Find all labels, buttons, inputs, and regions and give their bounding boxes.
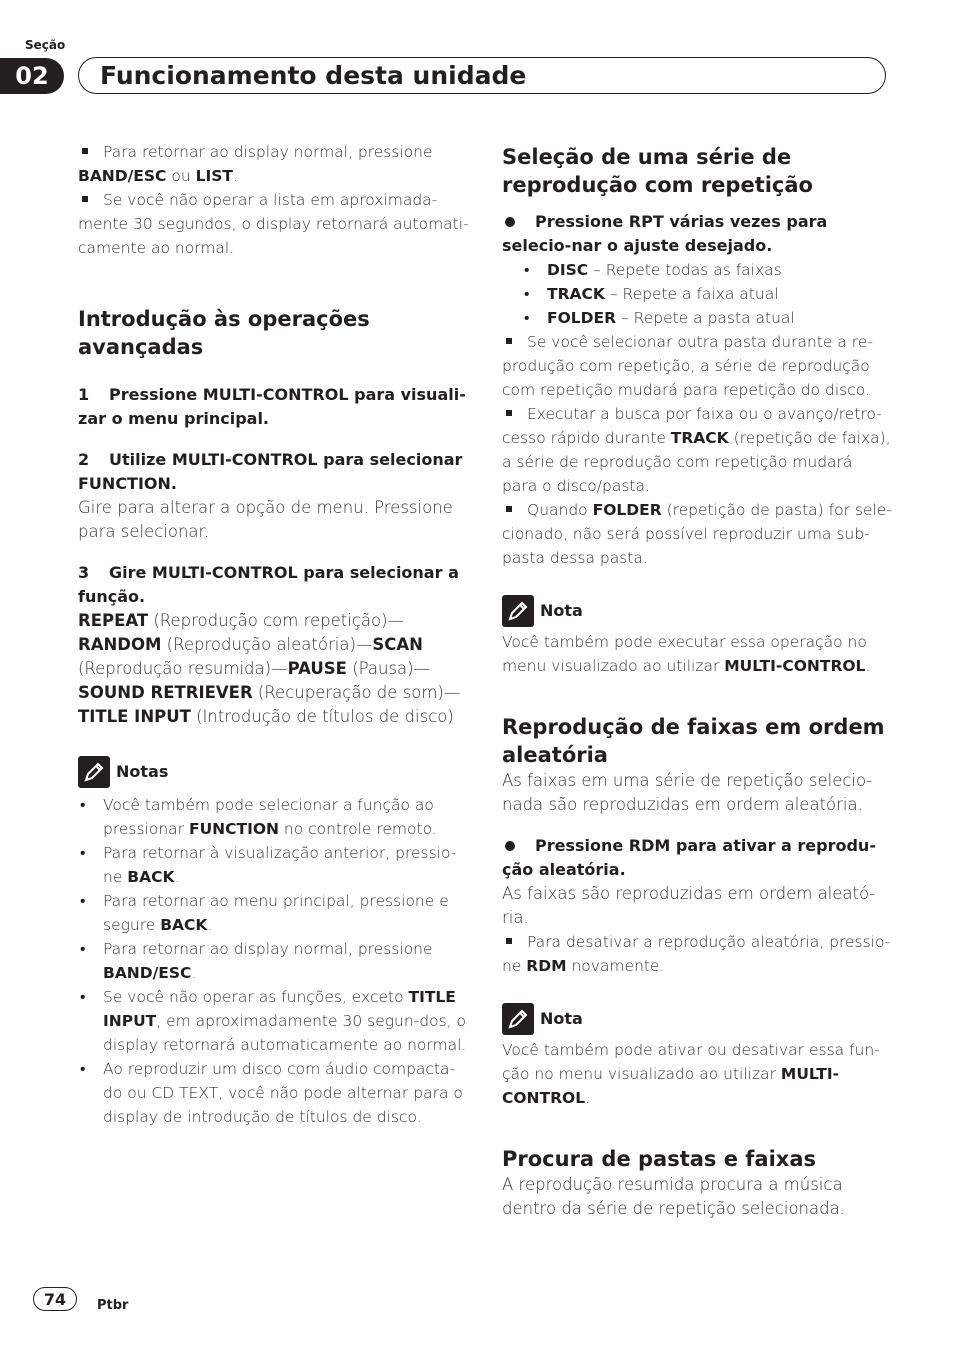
square-bullet-icon: [506, 410, 512, 416]
repeat-remark-1: Se você selecionar outra pasta durante a re-produção com repetição, a série de reprodução com repetição mudará para repetição do disco.: [502, 333, 873, 399]
right-column: [502, 140, 892, 1221]
notes-list: [78, 793, 470, 1129]
square-bullet-icon: [506, 938, 512, 944]
repeat-note-label: Nota: [540, 601, 583, 620]
repeat-options: [502, 258, 892, 330]
intro-note-2: Se você não operar a lista em aproximada-mente 30 segundos, o display retornará automati-camente ao normal.: [78, 191, 469, 257]
random-note-label: Nota: [540, 1009, 583, 1028]
bullet-dot-icon: [505, 217, 515, 227]
pencil-note-icon: [78, 756, 110, 788]
repeat-step: Pressione RPT várias vezes para selecio-nar o ajuste desejado.: [502, 212, 828, 255]
list-item: • DISC – Repete todas as faixas: [502, 258, 892, 282]
list-item: • FOLDER – Repete a pasta atual: [502, 306, 892, 330]
list-item: • Se você não operar as funções, exceto TITLE INPUT, em aproximadamente 30 segun-dos, o display retornará automaticamente ao normal.: [78, 985, 470, 1057]
list-item: • Para retornar à visualização anterior, pressio-ne BACK.: [78, 841, 470, 889]
section-label: Seção: [25, 38, 66, 52]
list-item: • TRACK – Repete a faixa atual: [502, 282, 892, 306]
list-item: • Para retornar ao display normal, pressione BAND/ESC.: [78, 937, 470, 985]
repeat-remark-3: Quando FOLDER (repetição de pasta) for sele-cionado, não será possível reproduzir uma sub-pasta dessa pasta.: [502, 501, 892, 567]
function-list: REPEAT (Reprodução com repetição)— RANDOM (Reprodução aleatória)—SCAN (Reprodução resumida)—PAUSE (Pausa)— SOUND RETRIEVER (Recuperação de som)— TITLE INPUT (Introdução de títulos de disco): [78, 611, 461, 726]
list-item: • Para retornar ao menu principal, pressione e segure BACK.: [78, 889, 470, 937]
notes-header: [78, 755, 470, 789]
language-code: Ptbr: [97, 1298, 129, 1313]
square-bullet-icon: [82, 148, 88, 154]
random-note-header: [502, 1002, 892, 1036]
pencil-note-icon: [502, 595, 534, 627]
advanced-heading: Introdução às operações avançadas: [78, 307, 370, 359]
random-step: Pressione RDM para ativar a reprodu-ção aleatória.: [502, 836, 876, 879]
step-1: 1 Pressione MULTI-CONTROL para visuali-zar o menu principal.: [78, 385, 466, 428]
step-3: 3 Gire MULTI-CONTROL para selecionar a função.: [78, 563, 459, 606]
list-item: • Ao reproduzir um disco com áudio compacta-do ou CD TEXT, você não pode alternar para o display de introdução de títulos de disco.: [78, 1057, 470, 1129]
repeat-note-header: [502, 594, 892, 628]
square-bullet-icon: [82, 196, 88, 202]
square-bullet-icon: [506, 338, 512, 344]
section-number-badge: 02: [0, 58, 64, 94]
random-remark: Para desativar a reprodução aleatória, pressio-ne RDM novamente.: [502, 933, 891, 975]
random-heading: Reprodução de faixas em ordem aleatória: [502, 715, 885, 767]
search-body: A reprodução resumida procura a música dentro da série de repetição selecionada.: [502, 1175, 845, 1218]
random-intro: As faixas em uma série de repetição selecio-nada são reproduzidas em ordem aleatória.: [502, 771, 873, 814]
page-number: 74: [33, 1287, 77, 1311]
step-2: 2 Utilize MULTI-CONTROL para selecionar FUNCTION.: [78, 450, 463, 493]
left-column: [78, 140, 470, 1129]
list-item: • Você também pode selecionar a função ao pressionar FUNCTION no controle remoto.: [78, 793, 470, 841]
step-2-body: Gire para alterar a opção de menu. Pressione para selecionar.: [78, 498, 453, 541]
repeat-note-text: Você também pode executar essa operação no menu visualizado ao utilizar MULTI-CONTROL.: [502, 633, 871, 675]
pencil-note-icon: [502, 1003, 534, 1035]
repeat-remark-2: Executar a busca por faixa ou o avanço/retro-cesso rápido durante TRACK (repetição de faixa), a série de reprodução com repetição mudará para o disco/pasta.: [502, 405, 891, 495]
square-bullet-icon: [506, 506, 512, 512]
bullet-dot-icon: [505, 841, 515, 851]
repeat-heading: Seleção de uma série de reprodução com repetição: [502, 145, 813, 197]
random-note-text: Você também pode ativar ou desativar essa fun-ção no menu visualizado ao utilizar MULTI-CONTROL.: [502, 1041, 880, 1107]
search-heading: Procura de pastas e faixas: [502, 1147, 816, 1171]
intro-note-1: Para retornar ao display normal, pressione BAND/ESC ou LIST.: [78, 143, 433, 185]
page-title: Funcionamento desta unidade: [100, 61, 527, 90]
notes-label: Notas: [116, 762, 169, 781]
random-body: As faixas são reproduzidas em ordem aleató-ria.: [502, 884, 876, 927]
